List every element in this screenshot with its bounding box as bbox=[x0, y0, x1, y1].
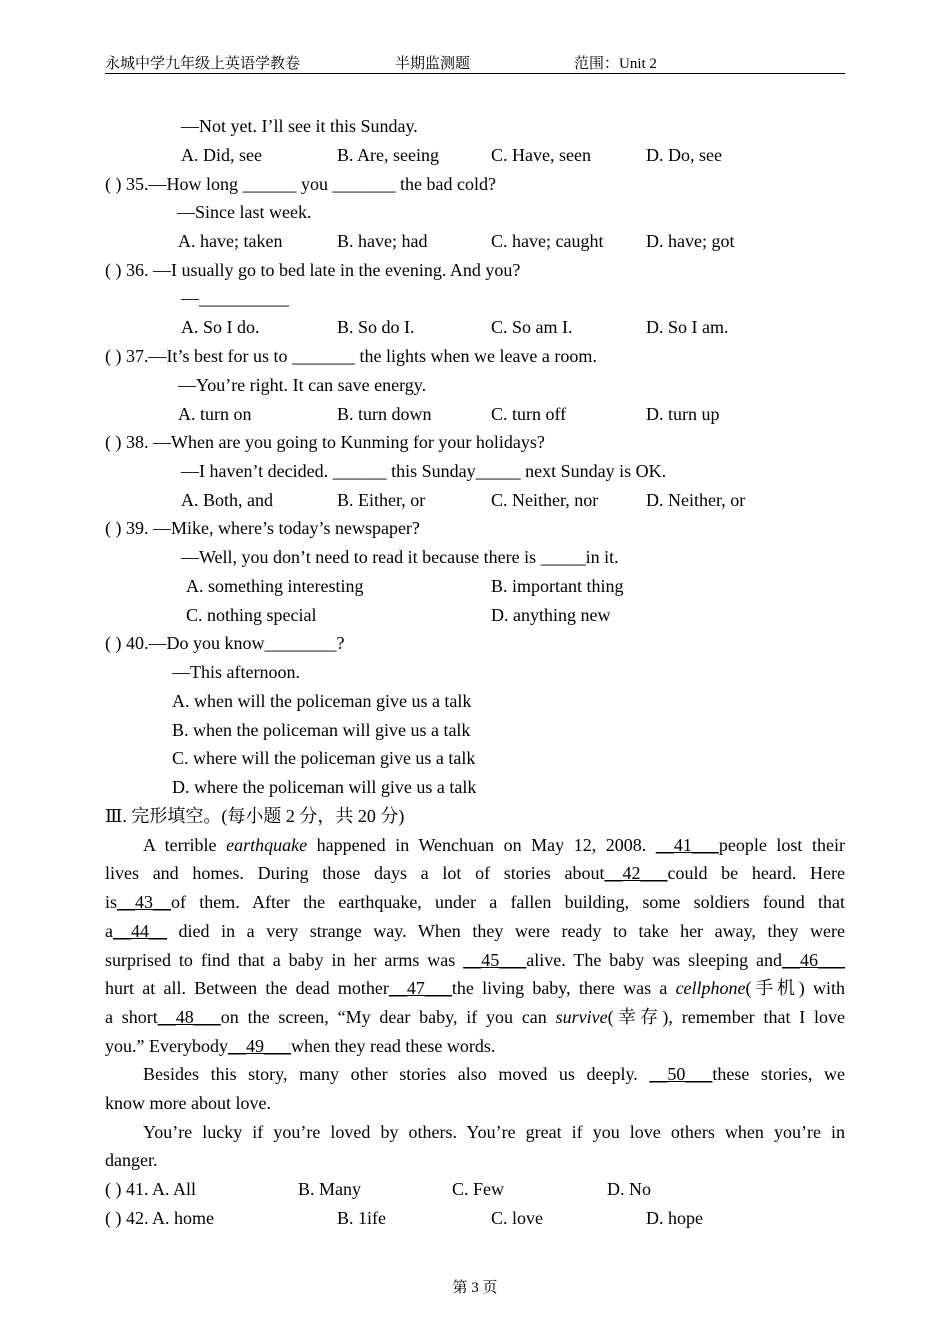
passage-text: you.” Everybody bbox=[105, 1036, 228, 1056]
passage-line bbox=[105, 834, 845, 856]
q38-option-c: C. Neither, nor bbox=[491, 490, 599, 510]
page-number: 第 3 页 bbox=[452, 1280, 498, 1296]
passage-italic: earthquake bbox=[226, 835, 308, 855]
passage-text: of them. After the earthquake, under a fallen building, some soldiers found that bbox=[171, 892, 845, 912]
passage-text: could be heard. Here bbox=[667, 863, 845, 883]
q39-option-a: A. something interesting bbox=[186, 576, 364, 596]
header-scope: 范围：Unit 2 bbox=[574, 56, 657, 72]
blank-44: __44__ bbox=[113, 921, 167, 941]
passage-line bbox=[105, 920, 845, 942]
q34-option-a: A. Did, see bbox=[181, 145, 262, 165]
passage-text: alive. The baby was sleeping and bbox=[526, 950, 782, 970]
passage-text: people lost their bbox=[718, 835, 845, 855]
passage-line bbox=[105, 977, 845, 999]
passage-italic: survive bbox=[555, 1007, 608, 1027]
passage-text: happened in Wenchuan on May 12, 2008. bbox=[307, 835, 656, 855]
q38-answer: —I haven’t decided. ______ this Sunday_____ next Sunday is OK. bbox=[181, 461, 667, 481]
q34-option-c: C. Have, seen bbox=[491, 145, 591, 165]
passage-text: Besides this story, many other stories also moved us deeply. bbox=[143, 1064, 650, 1084]
blank-41: __41___ bbox=[655, 835, 719, 855]
q39-stem: ( ) 39. —Mike, where’s today’s newspaper? bbox=[105, 518, 420, 538]
q38-stem: ( ) 38. —When are you going to Kunming for your holidays? bbox=[105, 432, 545, 452]
q39-option-c: C. nothing special bbox=[186, 605, 317, 625]
q40-answer: —This afternoon. bbox=[172, 662, 300, 682]
q36-option-c: C. So am I. bbox=[491, 317, 573, 337]
passage-text: A terrible bbox=[143, 835, 227, 855]
q35-option-a: A. have; taken bbox=[178, 231, 283, 251]
passage-text: lives and homes. During those days a lot of stories about bbox=[105, 863, 605, 883]
passage-line: know more about love. bbox=[105, 1093, 271, 1113]
q38-option-a: A. Both, and bbox=[181, 490, 273, 510]
passage-text: is bbox=[105, 892, 118, 912]
passage-text: a bbox=[105, 921, 113, 941]
q41-option-b: B. Many bbox=[298, 1179, 361, 1199]
passage-text: (幸存), remember that I love bbox=[607, 1007, 846, 1027]
q36-option-a: A. So I do. bbox=[181, 317, 260, 337]
passage-line bbox=[105, 1063, 845, 1085]
q37-option-d: D. turn up bbox=[646, 404, 720, 424]
q41-stem: ( ) 41. A. All bbox=[105, 1179, 197, 1199]
q40-option-c: C. where will the policeman give us a talk bbox=[172, 748, 476, 768]
passage-line bbox=[105, 1035, 845, 1057]
passage-text: the living baby, there was a bbox=[451, 978, 676, 998]
q40-option-d: D. where the policeman will give us a talk bbox=[172, 777, 477, 797]
q37-option-b: B. turn down bbox=[337, 404, 432, 424]
q42-option-d: D. hope bbox=[646, 1208, 703, 1228]
q40-option-b: B. when the policeman will give us a talk bbox=[172, 720, 471, 740]
blank-45: __45___ bbox=[463, 950, 527, 970]
q37-stem: ( ) 37.—It’s best for us to _______ the lights when we leave a room. bbox=[105, 346, 597, 366]
passage-line bbox=[105, 949, 845, 971]
q34-option-b: B. Are, seeing bbox=[337, 145, 439, 165]
q35-option-c: C. have; caught bbox=[491, 231, 604, 251]
q34-answer: —Not yet. I’ll see it this Sunday. bbox=[181, 116, 418, 136]
passage-text: on the screen, “My dear baby, if you can bbox=[220, 1007, 556, 1027]
passage-text: these stories, we bbox=[712, 1064, 845, 1084]
passage-line: danger. bbox=[105, 1150, 158, 1170]
q39-option-d: D. anything new bbox=[491, 605, 611, 625]
passage-text: died in a very strange way. When they were ready to take her away, they were bbox=[167, 921, 845, 941]
passage-text: surprised to find that a baby in her arms was bbox=[105, 950, 464, 970]
header-exam: 半期监测题 bbox=[395, 56, 471, 72]
q41-option-d: D. No bbox=[607, 1179, 651, 1199]
header-school: 永城中学九年级上英语学教卷 bbox=[105, 56, 301, 72]
q42-stem: ( ) 42. A. home bbox=[105, 1208, 214, 1228]
q36-option-b: B. So do I. bbox=[337, 317, 415, 337]
blank-43: __43__ bbox=[117, 892, 172, 912]
passage-line bbox=[105, 891, 845, 913]
q37-answer: —You’re right. It can save energy. bbox=[178, 375, 427, 395]
passage-line bbox=[105, 1121, 845, 1143]
q37-option-a: A. turn on bbox=[178, 404, 252, 424]
passage-text: when they read these words. bbox=[290, 1036, 496, 1056]
q37-option-c: C. turn off bbox=[491, 404, 567, 424]
q35-option-d: D. have; got bbox=[646, 231, 735, 251]
passage-line bbox=[105, 1006, 845, 1028]
q41-option-c: C. Few bbox=[452, 1179, 505, 1199]
q38-option-d: D. Neither, or bbox=[646, 490, 746, 510]
q42-option-b: B. 1ife bbox=[337, 1208, 386, 1228]
q40-option-a: A. when will the policeman give us a talk bbox=[172, 691, 472, 711]
q36-answer: —__________ bbox=[181, 288, 289, 308]
blank-49: __49___ bbox=[227, 1036, 291, 1056]
q38-option-b: B. Either, or bbox=[337, 490, 426, 510]
q39-answer: —Well, you don’t need to read it because there is _____in it. bbox=[181, 547, 619, 567]
passage-text: a short bbox=[105, 1007, 158, 1027]
q39-option-b: B. important thing bbox=[491, 576, 624, 596]
q35-answer: —Since last week. bbox=[177, 202, 312, 222]
blank-47: __47___ bbox=[388, 978, 452, 998]
blank-48: __48___ bbox=[157, 1007, 221, 1027]
blank-46: __46___ bbox=[782, 950, 845, 970]
passage-italic: cellphone bbox=[675, 978, 746, 998]
passage-text: You’re lucky if you’re loved by others. You’re great if you love others when you’re in bbox=[143, 1122, 845, 1142]
q35-stem: ( ) 35.—How long ______ you _______ the bad cold? bbox=[105, 174, 496, 194]
passage-text: hurt at all. Between the dead mother bbox=[105, 978, 389, 998]
q42-option-c: C. love bbox=[491, 1208, 543, 1228]
q36-stem: ( ) 36. —I usually go to bed late in the evening. And you? bbox=[105, 260, 521, 280]
blank-42: __42___ bbox=[604, 863, 668, 883]
q34-option-d: D. Do, see bbox=[646, 145, 722, 165]
page-header bbox=[105, 50, 845, 74]
section-title: Ⅲ. 完形填空。(每小题 2 分，共 20 分) bbox=[105, 806, 405, 826]
passage-text: (手机) with bbox=[745, 978, 845, 998]
q36-option-d: D. So I am. bbox=[646, 317, 729, 337]
q40-stem: ( ) 40.—Do you know________? bbox=[105, 633, 345, 653]
blank-50: __50___ bbox=[649, 1064, 713, 1084]
q35-option-b: B. have; had bbox=[337, 231, 428, 251]
passage-line bbox=[105, 862, 845, 884]
